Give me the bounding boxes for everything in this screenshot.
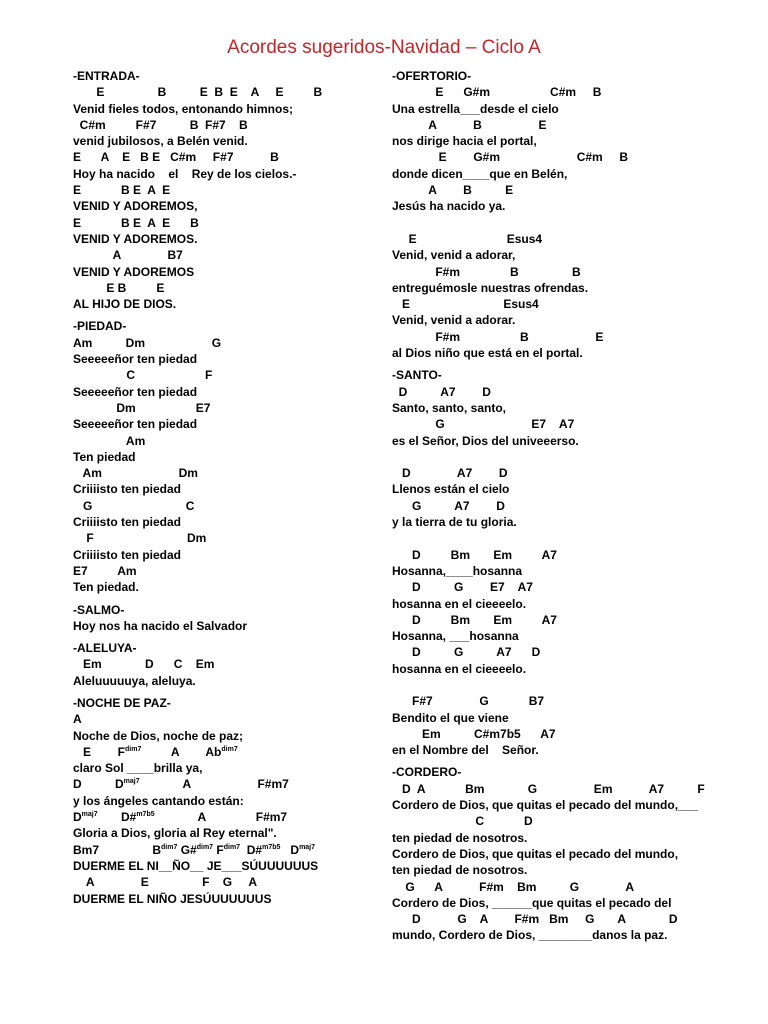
blank-line <box>392 215 732 231</box>
lyric-line: Venid, venid a adorar. <box>392 313 516 328</box>
lyric-line: Hoy nos ha nacido el Salvador <box>73 618 248 633</box>
song-section <box>392 367 732 758</box>
lyric-line: Hoy ha nacido el Rey de los cielos.- <box>73 166 297 181</box>
section-title: -SANTO- <box>392 368 442 383</box>
chord-line: E7 Am <box>73 563 137 578</box>
lyric-line: Criiiisto ten piedad <box>73 515 182 530</box>
lyric-line: Ten piedad <box>73 449 136 464</box>
lyric-line: Gloria a Dios, gloria al Rey eternal". <box>73 826 277 841</box>
lyric-line: ten piedad de nosotros. <box>392 830 528 845</box>
section-title: -NOCHE DE PAZ- <box>73 695 171 710</box>
chord-line: E Esus4 <box>392 297 539 312</box>
lyric-line: entreguémosle nuestras ofrendas. <box>392 280 589 295</box>
chord-line: D A Bm G Em A7 F <box>392 781 705 796</box>
chord-line: Am Dm <box>73 466 198 481</box>
lyric-line: Santo, santo, santo, <box>392 400 507 415</box>
lyric-line: y los ángeles cantando están: <box>73 793 244 808</box>
lyric-line: hosanna en el cieeeelo. <box>392 661 527 676</box>
chord-line: C D <box>392 814 533 829</box>
lyric-line: Hosanna, ___hosanna <box>392 629 519 644</box>
lyric-line: Hosanna,____hosanna <box>392 563 523 578</box>
lyric-line: Bendito el que viene <box>392 710 509 725</box>
chord-line: A B E <box>392 183 514 198</box>
chord-line: D G A F#m Bm G A D <box>392 912 678 927</box>
chord-line: E G#m C#m B <box>392 85 602 100</box>
lyric-line: Criiiisto ten piedad <box>73 482 182 497</box>
lyric-line: VENID Y ADOREMOS. <box>73 231 198 246</box>
chord-line: F#m B B <box>392 264 581 279</box>
chord-line: D $D^{maj7}$ A F#m7 <box>73 777 289 792</box>
chord-line: D Bm Em A7 <box>392 612 557 627</box>
blank-line <box>392 677 732 693</box>
document-title: Acordes sugeridos-Navidad – Ciclo A <box>227 37 541 58</box>
chord-line: A B E <box>392 117 547 132</box>
lyric-line: Seeeeeñor ten piedad <box>73 384 198 399</box>
blank-line <box>392 530 732 546</box>
lyric-line: hosanna en el cieeeelo. <box>392 596 527 611</box>
lyric-line: Criiiisto ten piedad <box>73 547 182 562</box>
blank-line <box>392 449 732 465</box>
section-title: -CORDERO- <box>392 765 462 780</box>
chord-line: C#m F#7 B F#7 B <box>73 117 248 132</box>
lyric-line: Una estrella___desde el cielo <box>392 101 559 116</box>
chord-line: Am Dm G <box>73 335 222 350</box>
lyric-line: Cordero de Dios, que quitas el pecado del mundo, <box>392 846 679 861</box>
lyric-line: y la tierra de tu gloria. <box>392 515 517 530</box>
lyric-line: claro Sol ____brilla ya, <box>73 761 203 776</box>
chord-line: G C <box>73 498 195 513</box>
chord-line: E A E B E C#m F#7 B <box>73 150 279 165</box>
chord-line: Em D C Em <box>73 657 215 672</box>
chord-line: A B7 <box>73 248 183 263</box>
song-section <box>73 602 373 635</box>
chord-line: G A F#m Bm G A <box>392 879 635 894</box>
lyric-line: VENID Y ADOREMOS, <box>73 199 198 214</box>
chord-line: D A7 D <box>392 466 508 481</box>
lyric-line: DUERME EL NIÑO JESÚUUUUUUS <box>73 891 272 906</box>
lyric-line: Jesús ha nacido ya. <box>392 199 506 214</box>
chord-line: F#m B E <box>392 329 604 344</box>
song-section <box>392 764 732 943</box>
section-title: -OFERTORIO- <box>392 69 472 83</box>
lyric-line: DUERME EL NI__ÑO__ JE___SÚUUUUUUS <box>73 858 319 873</box>
chord-line: E B E A E <box>73 183 171 198</box>
lyric-line: al Dios niño que está en el portal. <box>392 346 583 361</box>
chord-line: Em C#m7b5 A7 <box>392 726 556 741</box>
song-section <box>73 68 373 312</box>
chord-line: E B E A E B <box>73 215 199 230</box>
lyric-line: Ten piedad. <box>73 580 139 595</box>
chord-line: D G E7 A7 <box>392 580 533 595</box>
lyric-line: donde dicen____que en Belén, <box>392 166 568 181</box>
section-title: -ENTRADA- <box>73 69 140 83</box>
chord-line: Dm E7 <box>73 400 211 415</box>
chord-line: A E F G A <box>73 875 258 890</box>
chord-line: G E7 A7 <box>392 417 575 432</box>
lyric-line: Llenos están el cielo <box>392 482 510 497</box>
lyric-line: Cordero de Dios, que quitas el pecado del mundo,___ <box>392 798 699 813</box>
lyric-line: Cordero de Dios, ______que quitas el pecado del <box>392 895 672 910</box>
section-title: -PIEDAD- <box>73 319 127 334</box>
chord-line: Bm7 $B^{dim7}$ G#$^{dim7}$ $F^{dim7}$ D#$^{m7b5}$ $D^{maj7}$ <box>73 842 316 857</box>
lyric-line: AL HIJO DE DIOS. <box>73 297 177 312</box>
chord-line: E G#m C#m B <box>392 150 629 165</box>
lyric-line: Seeeeeñor ten piedad <box>73 417 198 432</box>
lyric-line: Aleluuuuuya, aleluya. <box>73 673 196 688</box>
chord-line: F#7 G B7 <box>392 694 545 709</box>
lyric-line: mundo, Cordero de Dios, ________danos la paz. <box>392 928 668 943</box>
left-column <box>73 68 373 913</box>
chord-line: D G A7 D <box>392 645 541 660</box>
lyric-line: en el Nombre del Señor. <box>392 743 539 758</box>
chord-line: C F <box>73 368 213 383</box>
section-title: -ALELUYA- <box>73 641 137 656</box>
song-section <box>392 68 732 361</box>
chord-line: Am <box>73 433 146 448</box>
right-column <box>392 68 732 950</box>
lyric-line: nos dirige hacia el portal, <box>392 134 537 149</box>
lyric-line: Noche de Dios, noche de paz; <box>73 728 244 743</box>
chord-line: F Dm <box>73 531 207 546</box>
lyric-line: Venid, venid a adorar, <box>392 248 516 263</box>
lyric-line: venid jubilosos, a Belén venid. <box>73 134 248 149</box>
lyric-line: Venid fieles todos, entonando himnos; <box>73 101 294 116</box>
chord-line: G A7 D <box>392 498 505 513</box>
section-title: -SALMO- <box>73 602 125 617</box>
chord-line: $D^{maj7}$ D#$^{m7b5}$ A F#m7 <box>73 810 288 825</box>
chord-line: E Esus4 <box>392 231 543 246</box>
song-section <box>73 695 373 907</box>
chord-line: E B E <box>73 280 165 295</box>
lyric-line: Seeeeeñor ten piedad <box>73 352 198 367</box>
chord-line: D Bm Em A7 <box>392 547 557 562</box>
song-section <box>73 318 373 595</box>
lyric-line: VENID Y ADOREMOS <box>73 264 195 279</box>
chord-line: D A7 D <box>392 384 491 399</box>
chord-line: E $F^{dim7}$ A $Ab^{dim7}$ <box>73 744 238 759</box>
chord-line: E B E B E A E B <box>73 85 323 100</box>
chord-line: A <box>73 712 82 727</box>
song-section <box>73 640 373 689</box>
lyric-line: es el Señor, Dios del univeeerso. <box>392 433 579 448</box>
lyric-line: ten piedad de nosotros. <box>392 863 528 878</box>
